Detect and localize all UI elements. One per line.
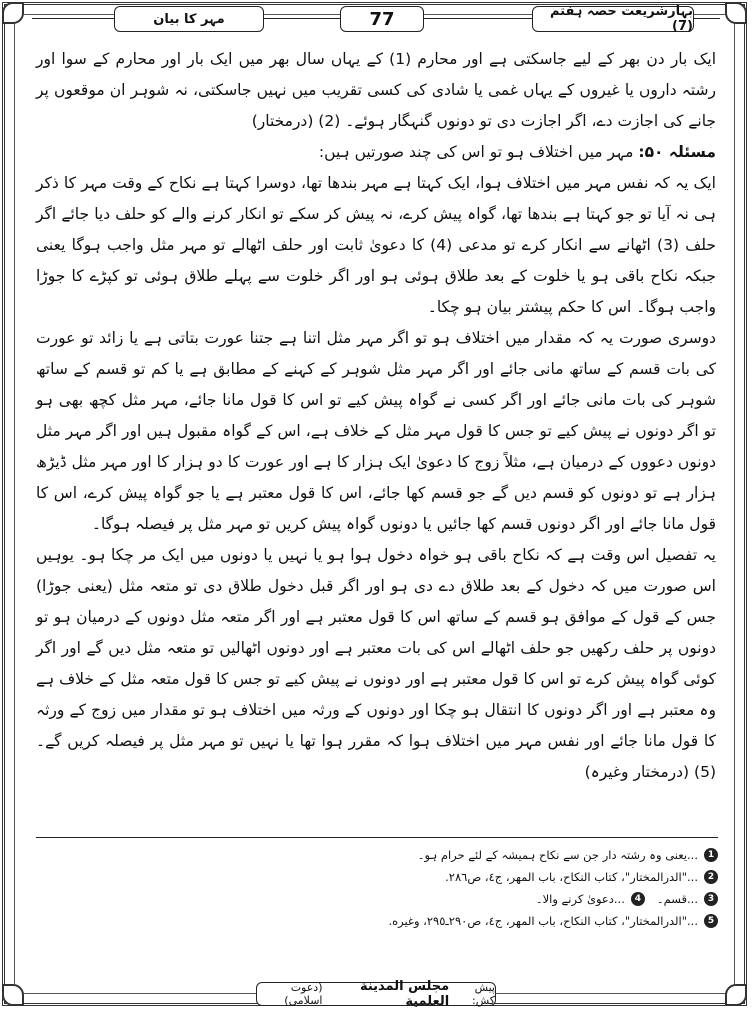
- footnote: [36, 844, 718, 866]
- section-title: مہر کا بیان: [114, 6, 264, 32]
- header-rule: [694, 18, 720, 19]
- footnote-text: ..."الدرالمختار"، كتاب النكاح، باب المهر، ج٤، ص٢٩٠ـ٢٩٥، وغيره.: [388, 914, 698, 928]
- footnote-number: 4: [631, 892, 645, 906]
- footnote-number: 5: [704, 914, 718, 928]
- page-number: 77: [340, 6, 424, 32]
- masala-label: مسئلہ ۵۰:: [638, 143, 716, 161]
- footnote-text: ...یعنی وہ رشتہ دار جن سے نکاح ہمیشہ کے لئے حرام ہو۔: [417, 848, 698, 862]
- page-footer: [256, 979, 496, 1009]
- paragraph: دوسری صورت یہ کہ مقدار میں اختلاف ہو تو اگر مہر مثل اتنا ہے جتنا عورت بتاتی ہے یا زائد تو عورت کی بات قسم کے ساتھ مانی جائے اور اگر مہر مثل شوہر کے کہنے کے مطابق ہے یا کم تو قسم کے ساتھ شوہر کی بات مانی جائے اور اگر کسی نے گواہ پیش کیے تو اس کا قول مانا جائے، مہر مثل کچھ بھی ہو تو اگر دونوں نے پیش کیے تو جس کا قول مہر مثل کے خلاف ہے، اس کے گواہ مقبول ہیں اور اگر مہر مثل دونوں دعووں کے درمیان ہے، مثلاً زوج کا دعویٰ ایک ہزار کا ہے اور عورت کا دو ہزار کا اور مہر مثل ڈیڑھ ہزار ہے تو دونوں کو قسم دیں گے جو قسم کھا جائے، اس کا قول معتبر ہے یا جو گواہ پیش کرے، اس کا قول مانا جائے اور اگر دونوں قسم کھا جائیں یا دونوں گواہ پیش کریں تو مہر مثل پر فیصلہ ہوگا۔: [36, 329, 716, 533]
- masala-text: مہر میں اختلاف ہو تو اس کی چند صورتیں ہیں:: [318, 143, 634, 161]
- footnote-number: 2: [704, 870, 718, 884]
- footnote: [536, 888, 645, 910]
- corner-ornament: [2, 984, 24, 1006]
- footnote: [657, 888, 718, 910]
- footnote: [36, 910, 718, 932]
- book-title: بہارشریعت حصہ ہفتم (7): [532, 6, 694, 32]
- masala-heading: [36, 137, 716, 168]
- corner-ornament: [2, 2, 24, 24]
- footnote-number: 3: [704, 892, 718, 906]
- corner-ornament: [725, 984, 747, 1006]
- corner-ornament: [725, 2, 747, 24]
- footnote-number: 1: [704, 848, 718, 862]
- footnote-separator: [36, 837, 718, 838]
- header-rule: [264, 18, 340, 19]
- footnote-text: ..."الدرالمختار"، كتاب النكاح، باب المهر، ج٤، ص٢٨٦.: [445, 870, 698, 884]
- footnote: [36, 888, 718, 910]
- header-rule: [32, 18, 114, 19]
- footer-label: پیش کش:: [472, 981, 495, 1007]
- main-text: [36, 44, 716, 788]
- footnote: [36, 866, 718, 888]
- footnotes: [36, 844, 718, 932]
- footnote-text: ...قسم۔: [656, 892, 698, 906]
- footnote-text: ...دعویٰ کرنے والا۔: [535, 892, 625, 906]
- footer-subtitle: (دعوت اسلامی): [284, 981, 323, 1007]
- footer-organization: مجلس المدينة العلمية: [359, 979, 450, 1009]
- paragraph: ایک بار دن بھر کے لیے جاسکتی ہے اور محارم (1) کے یہاں سال بھر میں ایک بار اور محارم کے سوا اور رشتہ داروں یا غیروں کے یہاں غمی یا شادی کی کسی تقریب میں نہیں جاسکتی، نہ شوہر ان موقعوں پر جانے کی اجازت دے، اگر اجازت دی تو دونوں گنہگار ہوئے۔ (2) (درمختار): [36, 50, 716, 130]
- header-rule: [424, 18, 532, 19]
- paragraph: یہ تفصیل اس وقت ہے کہ نکاح باقی ہو خواہ دخول ہوا ہو یا نہیں یا دونوں میں ایک مر چکا ہو۔ یوہیں اس صورت میں کہ دخول کے بعد طلاق دے دی ہو اور اگر قبل دخول طلاق دی تو متعہ مثل (یعنی جوڑا) جس کے قول کے موافق ہو قسم کے ساتھ اس کا قول معتبر ہے اور اگر متعہ مثل دونوں کے درمیان ہو تو دونوں پر حلف رکھیں جو حلف اٹھالے اس کی بات معتبر ہے اور دونوں اٹھالیں تو متعہ مثل دیں گے اور اگر کوئی گواہ پیش کرے تو اس کا قول معتبر ہے اور دونوں نے پیش کیے تو جس کا قول متعہ مثل کے خلاف ہے وہ معتبر ہے اور اگر دونوں کا انتقال ہو چکا اور دونوں کے ورثہ میں اختلاف ہو تو مقدار میں زوج کے ورثہ کا قول مانا جائے اور نفس مہر میں اختلاف ہوا کہ مقرر ہوا تھا یا نہیں تو مہر مثل پر فیصلہ کریں گے۔ (5) (درمختار وغیرہ): [36, 546, 716, 781]
- page-header: [22, 3, 728, 35]
- paragraph: ایک یہ کہ نفس مہر میں اختلاف ہوا، ایک کہتا ہے مہر بندھا تھا، دوسرا کہتا ہے نکاح کے وقت مہر کا ذکر ہی نہ آیا تو جو کہتا ہے بندھا تھا، گواہ پیش کرے، نہ پیش کر سکے تو انکار کرنے والے کو حلف دیا جائے اگر حلف (3) اٹھانے سے انکار کرے تو مدعی (4) کا دعویٰ ثابت اور حلف اٹھالے تو مہر مثل واجب ہوگا یعنی جبکہ نکاح باقی ہو یا خلوت کے بعد طلاق ہوئی ہو اور اگر خلوت سے پہلے طلاق ہوئی تو کپڑے کا جوڑا واجب ہوگا۔ اس کا حکم پیشتر بیان ہو چکا۔: [36, 174, 717, 316]
